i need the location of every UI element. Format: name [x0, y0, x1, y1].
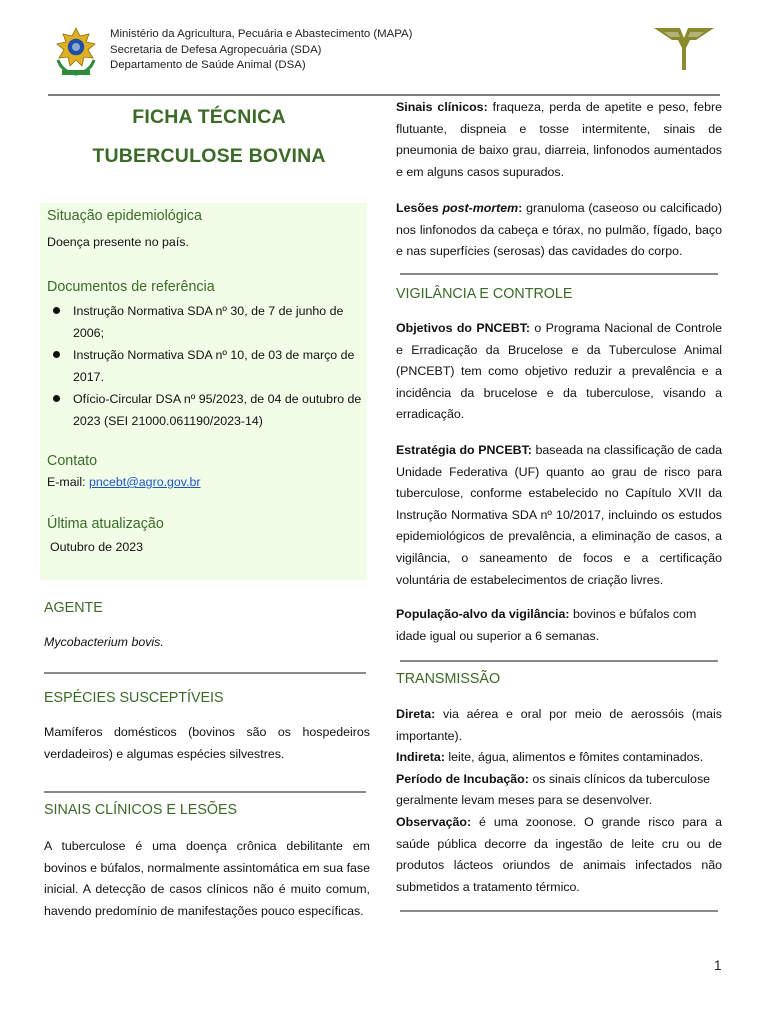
contato-email-link[interactable]: pncebt@agro.gov.br — [89, 475, 201, 489]
bullet-icon — [53, 351, 60, 358]
header-line-secretariat: Secretaria de Defesa Agropecuária (SDA) — [110, 43, 322, 56]
populacao-text: bovinos e búfalos com — [569, 607, 697, 621]
direta-label: Direta: — [396, 707, 436, 721]
lesoes-label — [396, 201, 522, 215]
lesoes-paragraph — [396, 198, 722, 263]
list-item-text: Instrução Normativa SDA nº 10, de 03 de março de 2017. — [73, 348, 355, 384]
incubacao-label: Período de Incubação: — [396, 771, 529, 786]
list-item — [47, 300, 362, 344]
especies-text: Mamíferos domésticos (bovinos são os hospedeiros verdadeiros) e algumas espécies silvestres. — [44, 725, 370, 761]
direta-text: via aérea e oral por meio de aerossóis (mais importante). — [396, 707, 722, 743]
documentos-list — [47, 300, 362, 432]
populacao-text-continued: idade igual ou superior a 6 semanas. — [396, 628, 600, 643]
brazil-coat-of-arms-icon — [52, 26, 100, 78]
sinais-clinicos-text: fraqueza, perda de apetite e peso, febre flutuante, dispneia e tosse intermitente, sinais de pneumonia de baixo grau, diarreia, linfonodos aumentados e em alguns casos supurados. — [396, 100, 722, 179]
sinais-clinicos-label: Sinais clínicos: — [396, 100, 488, 114]
header-institution-lines — [110, 27, 412, 74]
sinais-clinicos-paragraph — [396, 97, 722, 183]
sinais-heading: SINAIS CLÍNICOS E LESÕES — [44, 802, 238, 818]
bullet-icon — [53, 307, 60, 314]
lesoes-label-italic: post-mortem — [442, 201, 519, 215]
situacao-text: Doença presente no país. — [47, 235, 189, 249]
contato-line — [47, 475, 201, 489]
section-divider — [400, 660, 718, 662]
objetivos-paragraph — [396, 318, 722, 426]
mapa-logo-icon — [652, 26, 716, 72]
section-divider — [44, 672, 366, 674]
transmissao-block — [396, 704, 722, 898]
direta-paragraph — [396, 704, 722, 747]
especies-heading: ESPÉCIES SUSCEPTÍVEIS — [44, 690, 224, 706]
objetivos-label: Objetivos do PNCEBT: — [396, 321, 531, 335]
agente-species-name: Mycobacterium bovis. — [44, 635, 164, 649]
transmissao-heading: TRANSMISSÃO — [396, 671, 501, 687]
atualizacao-text: Outubro de 2023 — [50, 540, 144, 554]
incubacao-text: os sinais clínicos da tuberculose — [528, 771, 711, 786]
list-item — [47, 388, 362, 432]
sinais-text: A tuberculose é uma doença crônica debilitante em bovinos e búfalos, normalmente assintomática em sua fase inicial. A detecção de casos clínicos não é muito comum, havendo predomínio de manifestações pouco específicas. — [44, 839, 370, 918]
page-number: 1 — [714, 958, 722, 973]
observacao-paragraph — [396, 812, 722, 898]
documentos-heading: Documentos de referência — [47, 279, 215, 295]
incubacao-text-continued: geralmente levam meses para se desenvolver. — [396, 793, 653, 808]
observacao-text: é uma zoonose. O grande risco para a saúde pública decorre da ingestão de leite cru ou de produtos lácteos oriundos de animais infectados não submetidos a tratamento térmico. — [396, 814, 722, 894]
list-item — [47, 344, 362, 388]
incubacao-paragraph — [396, 769, 722, 812]
lesoes-text: granuloma (caseoso ou calcificado) nos linfonodos da cabeça e tórax, no pulmão, fígado, baço e nas superfícies (serosas) das cavidades do corpo. — [396, 201, 722, 259]
estrategia-paragraph — [396, 440, 722, 591]
indireta-paragraph — [396, 747, 722, 769]
contato-heading: Contato — [47, 453, 98, 469]
lesoes-label-colon: : — [518, 201, 523, 215]
header-divider — [48, 94, 720, 96]
agente-heading: AGENTE — [44, 600, 103, 616]
observacao-label: Observação: — [396, 814, 472, 829]
estrategia-text: baseada na classificação de cada Unidade Federativa (UF) quanto ao grau de risco para tuberculose, conforme estabelecido no Capítulo XVII da Instrução Normativa SDA nº 10/2017, incluindo os estudos epidemiológicos de prevalência, a eliminação de casos, a vigilância, o saneamento de focos e a certificação voluntária de estabelecimentos de criação livres. — [396, 443, 722, 587]
info-box — [40, 203, 367, 580]
atualizacao-heading: Última atualização — [47, 516, 164, 532]
section-divider — [400, 273, 718, 275]
section-divider — [44, 791, 366, 793]
bullet-icon — [53, 395, 60, 402]
contato-label: E-mail: — [47, 475, 89, 489]
header-line-ministry: Ministério da Agricultura, Pecuária e Abastecimento (MAPA) — [110, 28, 413, 40]
lesoes-label-text: Lesões — [396, 201, 443, 215]
document-subtitle: TUBERCULOSE BOVINA — [92, 145, 326, 167]
estrategia-label: Estratégia do PNCEBT: — [396, 443, 532, 457]
objetivos-text: o Programa Nacional de Controle e Erradicação da Brucelose e da Tuberculose Animal (PNCEBT) tem como objetivo reduzir a prevalência e a incidência da brucelose e da tuberculose, visando a erradicação. — [396, 321, 722, 422]
list-item-text: Instrução Normativa SDA nº 30, de 7 de junho de 2006; — [73, 304, 344, 340]
document-title: FICHA TÉCNICA — [132, 106, 286, 128]
section-divider — [400, 910, 718, 912]
indireta-text: leite, água, alimentos e fômites contaminados. — [444, 750, 704, 765]
indireta-label: Indireta: — [396, 750, 445, 765]
situacao-heading: Situação epidemiológica — [47, 208, 202, 224]
agente-text — [44, 632, 164, 654]
list-item-text: Ofício-Circular DSA nº 95/2023, de 04 de outubro de 2023 (SEI 21000.061190/2023-14) — [73, 392, 362, 428]
vigilancia-heading: VIGILÂNCIA E CONTROLE — [396, 286, 573, 302]
header-line-department: Departamento de Saúde Animal (DSA) — [110, 59, 306, 72]
populacao-paragraph — [396, 604, 696, 647]
populacao-label: População-alvo da vigilância: — [396, 607, 570, 621]
page-header — [0, 0, 768, 90]
